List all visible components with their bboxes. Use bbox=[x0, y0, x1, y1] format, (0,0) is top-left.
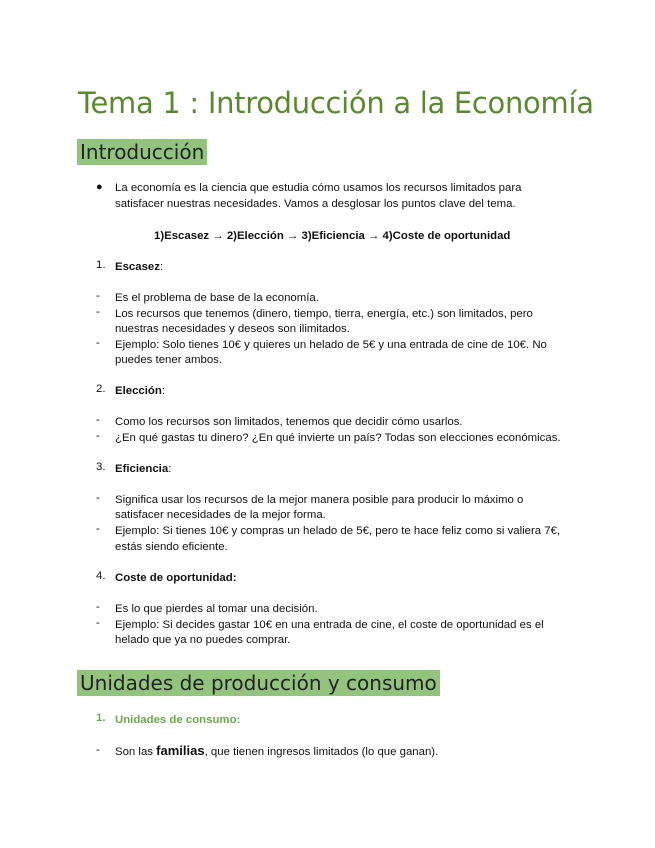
list-number: 3. bbox=[96, 461, 106, 473]
dash-marker: - bbox=[96, 601, 100, 613]
list-item: Ejemplo: Solo tienes 10€ y quieres un helado de 5€ y una entrada de cine de 10€. No bbox=[115, 339, 547, 351]
page-title: Tema 1 : Introducción a la Economía bbox=[78, 86, 594, 120]
list-item: Son las familias, que tienen ingresos limitados (lo que ganan). bbox=[115, 743, 439, 758]
bullet-dot: ● bbox=[96, 181, 103, 193]
coste-heading: Coste de oportunidad: bbox=[115, 572, 237, 584]
list-item: Es el problema de base de la economía. bbox=[115, 292, 319, 304]
dash-marker: - bbox=[96, 617, 100, 629]
concept-sequence: 1)Escasez → 2)Elección → 3)Eficiencia → 4)Coste de oportunidad bbox=[154, 230, 511, 242]
list-number: 1. bbox=[96, 259, 106, 271]
list-item-continued: helado que ya no puedes comprar. bbox=[115, 634, 291, 646]
dash-marker: - bbox=[96, 492, 100, 504]
dash-marker: - bbox=[96, 337, 100, 349]
eficiencia-heading: Eficiencia: bbox=[115, 463, 172, 475]
list-item-continued: satisfacer necesidades de la mejor forma. bbox=[115, 509, 326, 521]
heading-introduccion: Introducción bbox=[77, 139, 207, 165]
dash-marker: - bbox=[96, 430, 100, 442]
list-number: 4. bbox=[96, 570, 106, 582]
eleccion-heading: Elección: bbox=[115, 385, 166, 397]
list-item: Significa usar los recursos de la mejor manera posible para producir lo máximo o bbox=[115, 494, 524, 506]
list-item: Ejemplo: Si decides gastar 10€ en una entrada de cine, el coste de oportunidad es el bbox=[115, 619, 544, 631]
unidades-consumo-heading: Unidades de consumo: bbox=[115, 714, 241, 726]
list-number: 1. bbox=[96, 712, 106, 724]
escasez-heading: Escasez: bbox=[115, 261, 164, 273]
heading-unidades: Unidades de producción y consumo bbox=[77, 670, 440, 696]
list-number: 2. bbox=[96, 383, 106, 395]
list-item: ¿En qué gastas tu dinero? ¿En qué invierte un país? Todas son elecciones económicas. bbox=[115, 432, 561, 444]
list-item-continued: estás siendo eficiente. bbox=[115, 541, 228, 553]
dash-marker: - bbox=[96, 744, 100, 756]
intro-text-line2: satisfacer nuestras necesidades. Vamos a desglosar los puntos clave del tema. bbox=[115, 198, 516, 210]
dash-marker: - bbox=[96, 306, 100, 318]
dash-marker: - bbox=[96, 523, 100, 535]
dash-marker: - bbox=[96, 414, 100, 426]
dash-marker: - bbox=[96, 290, 100, 302]
list-item: Como los recursos son limitados, tenemos que decidir cómo usarlos. bbox=[115, 416, 463, 428]
list-item-continued: nuestras necesidades y deseos son ilimitados. bbox=[115, 323, 350, 335]
list-item: Los recursos que tenemos (dinero, tiempo, tierra, energía, etc.) son limitados, pero bbox=[115, 308, 533, 320]
list-item: Es lo que pierdes al tomar una decisión. bbox=[115, 603, 318, 615]
intro-text-line1: La economía es la ciencia que estudia cómo usamos los recursos limitados para bbox=[115, 182, 522, 194]
list-item-continued: puedes tener ambos. bbox=[115, 354, 223, 366]
list-item: Ejemplo: Si tienes 10€ y compras un helado de 5€, pero te hace feliz como si valiera 7€, bbox=[115, 525, 561, 537]
